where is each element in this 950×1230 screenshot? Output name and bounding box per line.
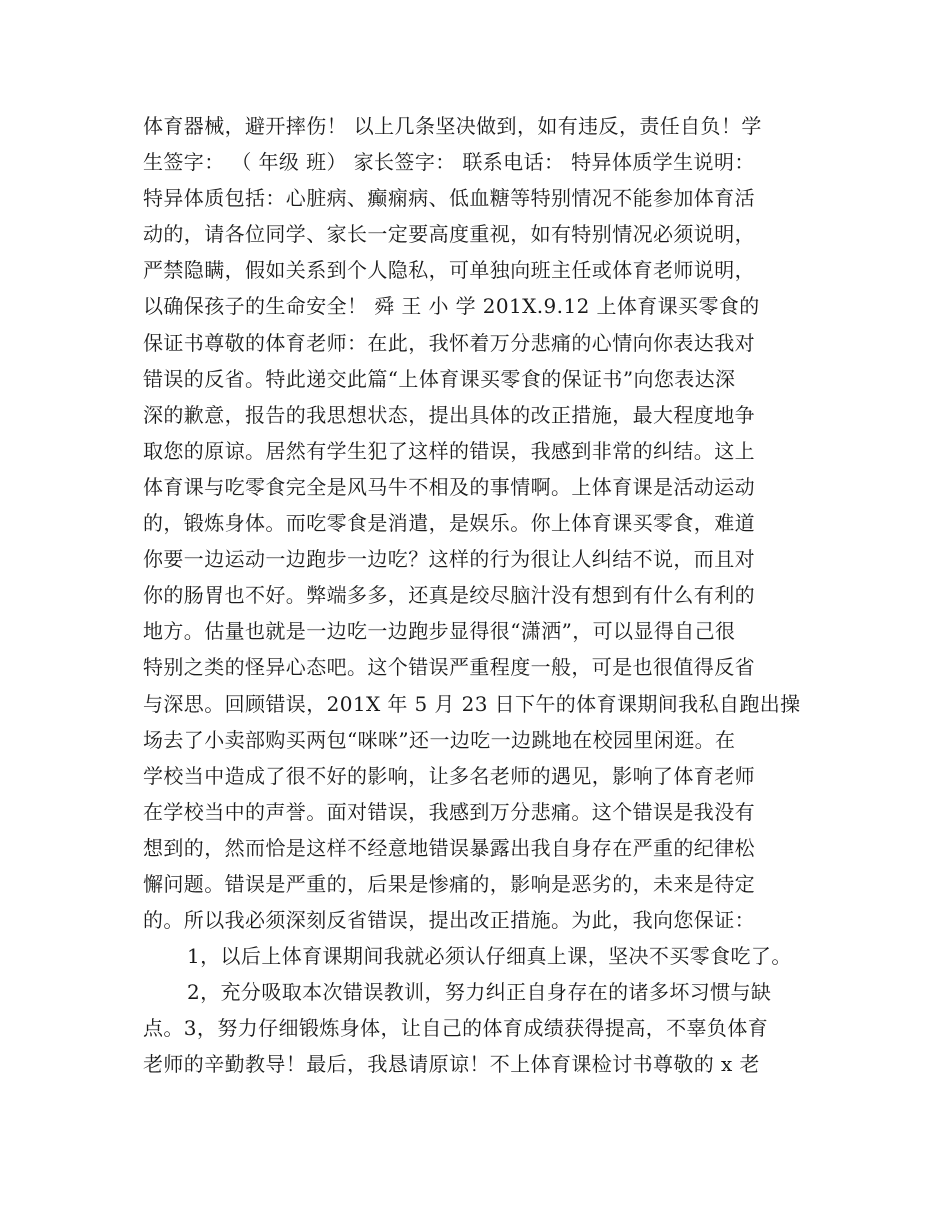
text-line: 严禁隐瞒，假如关系到个人隐私，可单独向班主任或体育老师说明， — [143, 258, 755, 283]
text-line: 以确保孩子的生命安全！ 舜 王 小 学 201X.9.12 上体育课买零食的 — [143, 294, 760, 319]
text-line: 与深思。回顾错误，201X 年 5 月 23 日下午的体育课期间我私自跑出操 — [143, 691, 801, 716]
text-line: 地方。估量也就是一边吃一边跑步显得很“潇洒”，可以显得自己很 — [143, 619, 736, 644]
text-line: 学校当中造成了很不好的影响，让多名老师的遇见，影响了体育老师 — [143, 763, 755, 788]
text-line: 点。3，努力仔细锻炼身体，让自己的体育成绩获得提高，不辜负体育 — [143, 1016, 769, 1041]
text-line: 深的歉意，报告的我思想状态，提出具体的改正措施，最大程度地争 — [143, 402, 755, 427]
text-line: 你的肠胃也不好。弊端多多，还真是绞尽脑汁没有想到有什么有利的 — [143, 583, 755, 608]
text-line: 场去了小卖部购买两包“咪咪”还一边吃一边跳地在校园里闲逛。在 — [143, 727, 736, 752]
text-line-numbered: 2，充分吸取本次错误教训，努力纠正自身存在的诸多坏习惯与缺 — [187, 980, 772, 1005]
text-line: 动的，请各位同学、家长一定要高度重视，如有特别情况必须说明， — [143, 222, 755, 247]
text-line: 错误的反省。特此递交此篇“上体育课买零食的保证书”向您表达深 — [143, 366, 736, 391]
text-line: 在学校当中的声誉。面对错误，我感到万分悲痛。这个错误是我没有 — [143, 799, 755, 824]
text-line: 体育课与吃零食完全是风马牛不相及的事情啊。上体育课是活动运动 — [143, 474, 755, 499]
text-line: 懈问题。错误是严重的，后果是惨痛的，影响是恶劣的，未来是待定 — [143, 871, 755, 896]
text-line: 保证书尊敬的体育老师：在此，我怀着万分悲痛的心情向你表达我对 — [143, 330, 755, 355]
text-line: 想到的，然而恰是这样不经意地错误暴露出我自身存在严重的纪律松 — [143, 835, 755, 860]
text-line: 你要一边运动一边跑步一边吃？这样的行为很让人纠结不说，而且对 — [143, 547, 755, 572]
text-line: 特异体质包括：心脏病、癫痫病、低血糖等特别情况不能参加体育活 — [143, 186, 755, 211]
text-line: 取您的原谅。居然有学生犯了这样的错误，我感到非常的纠结。这上 — [143, 438, 755, 463]
text-line: 老师的辛勤教导！最后，我恳请原谅！不上体育课检讨书尊敬的 x 老 — [143, 1052, 760, 1077]
text-line: 特别之类的怪异心态吧。这个错误严重程度一般，可是也很值得反省 — [143, 655, 755, 680]
text-line-numbered: 1，以后上体育课期间我就必须认仔细真上课，坚决不买零食吃了。 — [187, 944, 792, 969]
document-body — [143, 108, 833, 1083]
text-line: 体育器械，避开摔伤！ 以上几条坚决做到，如有违反，责任自负！学 — [143, 114, 762, 138]
text-line: 的。所以我必须深刻反省错误，提出改正措施。为此，我向您保证： — [143, 908, 755, 933]
text-line: 生签字： （ 年级 班） 家长签字： 联系电话： 特异体质学生说明： — [143, 150, 755, 175]
text-line: 的，锻炼身体。而吃零食是消遣，是娱乐。你上体育课买零食，难道 — [143, 511, 755, 536]
